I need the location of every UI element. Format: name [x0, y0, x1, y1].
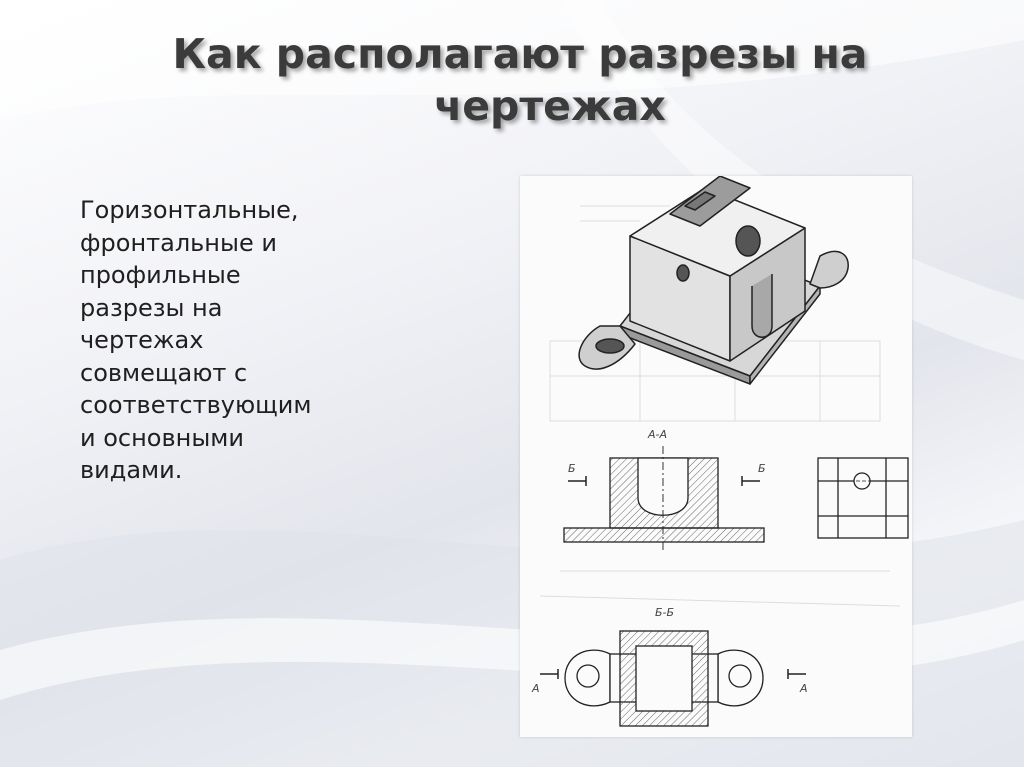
- cut-label-a-right: А: [800, 682, 808, 695]
- slide-title-line-2: чертежах: [434, 82, 666, 130]
- cut-label-b-right: Б: [758, 462, 766, 475]
- slide-title-line-1: Как располагают разрезы на: [172, 30, 868, 78]
- section-bb-label: Б-Б: [655, 606, 675, 619]
- body-line: фронтальные и: [80, 228, 277, 257]
- cut-label-b-left: Б: [568, 462, 576, 475]
- body-line: и основными: [80, 423, 244, 452]
- section-aa-label: А-А: [648, 428, 668, 441]
- body-line: профильные: [80, 261, 241, 289]
- side-view: [818, 458, 908, 538]
- technical-drawing: [520, 176, 912, 737]
- section-aa-view: [564, 446, 764, 551]
- body-line: Горизонтальные,: [80, 196, 299, 224]
- lug-hole-icon: [596, 339, 624, 353]
- body-line: совмещают с: [80, 358, 248, 387]
- body-line: соответствующим: [80, 391, 312, 419]
- body-text: [80, 194, 410, 487]
- front-hole-icon: [736, 226, 760, 256]
- body-line: разрезы на: [80, 293, 223, 322]
- technical-drawing-svg: [520, 176, 912, 737]
- cut-label-a-left: А: [532, 682, 540, 695]
- section-bb-view: [565, 631, 763, 726]
- isometric-part: [579, 176, 848, 384]
- slide-title: [150, 28, 890, 132]
- body-line: видами.: [80, 456, 183, 484]
- body-line: чертежах: [80, 326, 204, 354]
